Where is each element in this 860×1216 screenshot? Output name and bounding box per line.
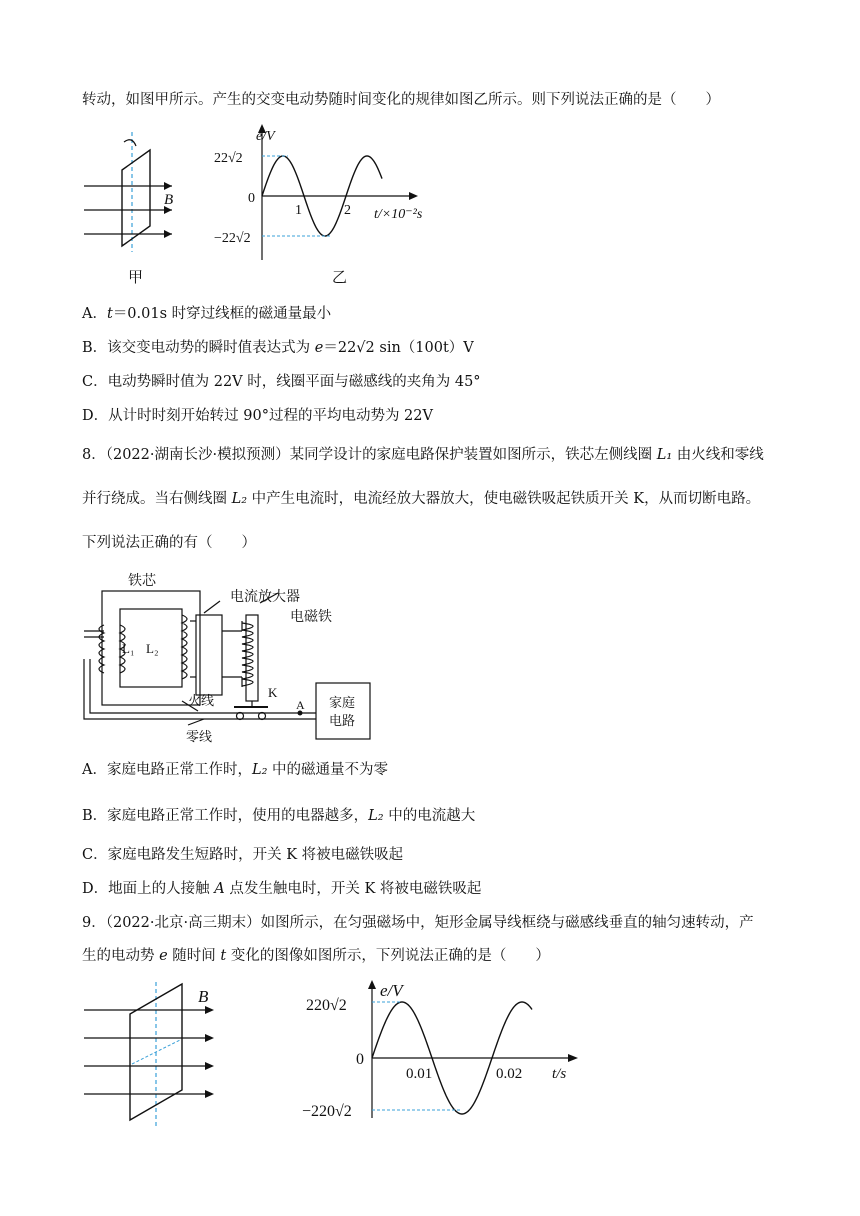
q8-option-a: A．家庭电路正常工作时，L₂ 中的磁通量不为零 [82,762,389,778]
q8-option-d: D．地面上的人接触 A 点发生触电时，开关 K 将被电磁铁吸起 [82,881,482,897]
q8-stem-line3: 下列说法正确的有（ ） [82,535,256,551]
q8-label-live-wire: 火线 [188,693,215,708]
q9-origin-label: 0 [356,1051,364,1068]
q8-stem-line2: 并行绕成。当右侧线圈 L₂ 中产生电流时，电流经放大器放大，使电磁铁吸起铁质开关 K，从而切断电路。 [82,491,761,507]
q8-label-home-2: 电路 [329,713,356,728]
q7-figure-yi [212,120,452,270]
q8-option-b: B．家庭电路正常工作时，使用的电器越多，L₂ 中的电流越大 [82,808,476,824]
q8-label-l1: L₁ [122,641,135,656]
q7-yi-origin-label: 0 [248,191,255,206]
q7-stem: 转动，如图甲所示。产生的交变电动势随时间变化的规律如图乙所示。则下列说法正确的是（ ） [82,92,720,108]
q8-stem-line1: 8．（2022·湖南长沙·模拟预测）某同学设计的家庭电路保护装置如图所示，铁芯左侧线圈 L₁ 由火线和零线 [82,447,764,463]
q7-yi-y-min-label: −22√2 [214,231,251,246]
q7-option-c: C．电动势瞬时值为 22V 时，线圈平面与磁感线的夹角为 45° [82,374,481,390]
q9-y-min-label: −220√2 [302,1103,352,1120]
q8-option-c: C．家庭电路发生短路时，开关 K 将被电磁铁吸起 [82,847,404,863]
q9-y-max-label: 220√2 [306,997,347,1014]
q9-figure-frame [80,980,230,1130]
q9-figure-graph [300,972,590,1122]
q7-yi-x-axis-label: t/×10⁻²s [374,207,423,222]
q7-option-a: A．t＝0.01s 时穿过线框的磁通量最小 [82,306,332,322]
q9-y-axis-label: e/V [380,981,403,1000]
q8-label-neutral-wire: 零线 [186,729,213,744]
q7-caption-yi: 乙 [332,268,348,286]
q7-figure-jia [80,128,190,258]
q8-circuit-diagram [80,565,380,745]
q9-stem-line2: 生的电动势 e 随时间 t 变化的图像如图所示，下列说法正确的是（ ） [82,948,550,964]
q7-option-b: B．该交变电动势的瞬时值表达式为 e＝22√2 sin（100t）V [82,340,474,356]
q7-option-d: D．从计时时刻开始转过 90°过程的平均电动势为 22V [82,408,433,424]
q7-jia-b-label: B [164,192,174,208]
q8-label-iron-core: 铁芯 [128,574,156,589]
q8-label-switch-k: K [268,685,278,700]
q9-x-axis-label: t/s [552,1066,567,1082]
q7-yi-y-max-label: 22√2 [214,151,243,166]
q7-yi-x-tick-2: 2 [344,203,351,218]
q9-x-tick-2: 0.02 [496,1066,523,1082]
q8-label-home-1: 家庭 [329,695,356,710]
q7-caption-jia: 甲 [128,268,144,286]
q8-label-amplifier: 电流放大器 [230,590,300,605]
q8-label-electromagnet: 电磁铁 [290,610,332,625]
q8-label-point-a: A [296,698,305,712]
q7-yi-y-axis-label: e/V [256,129,275,144]
q8-label-l2: L₂ [146,641,159,656]
q9-stem-line1: 9．（2022·北京·高三期末）如图所示，在匀强磁场中，矩形金属导线框绕与磁感线垂直的轴匀速转动，产 [82,915,754,931]
q7-yi-x-tick-1: 1 [295,203,302,218]
q9-b-label: B [198,987,209,1006]
q9-x-tick-1: 0.01 [406,1066,433,1082]
